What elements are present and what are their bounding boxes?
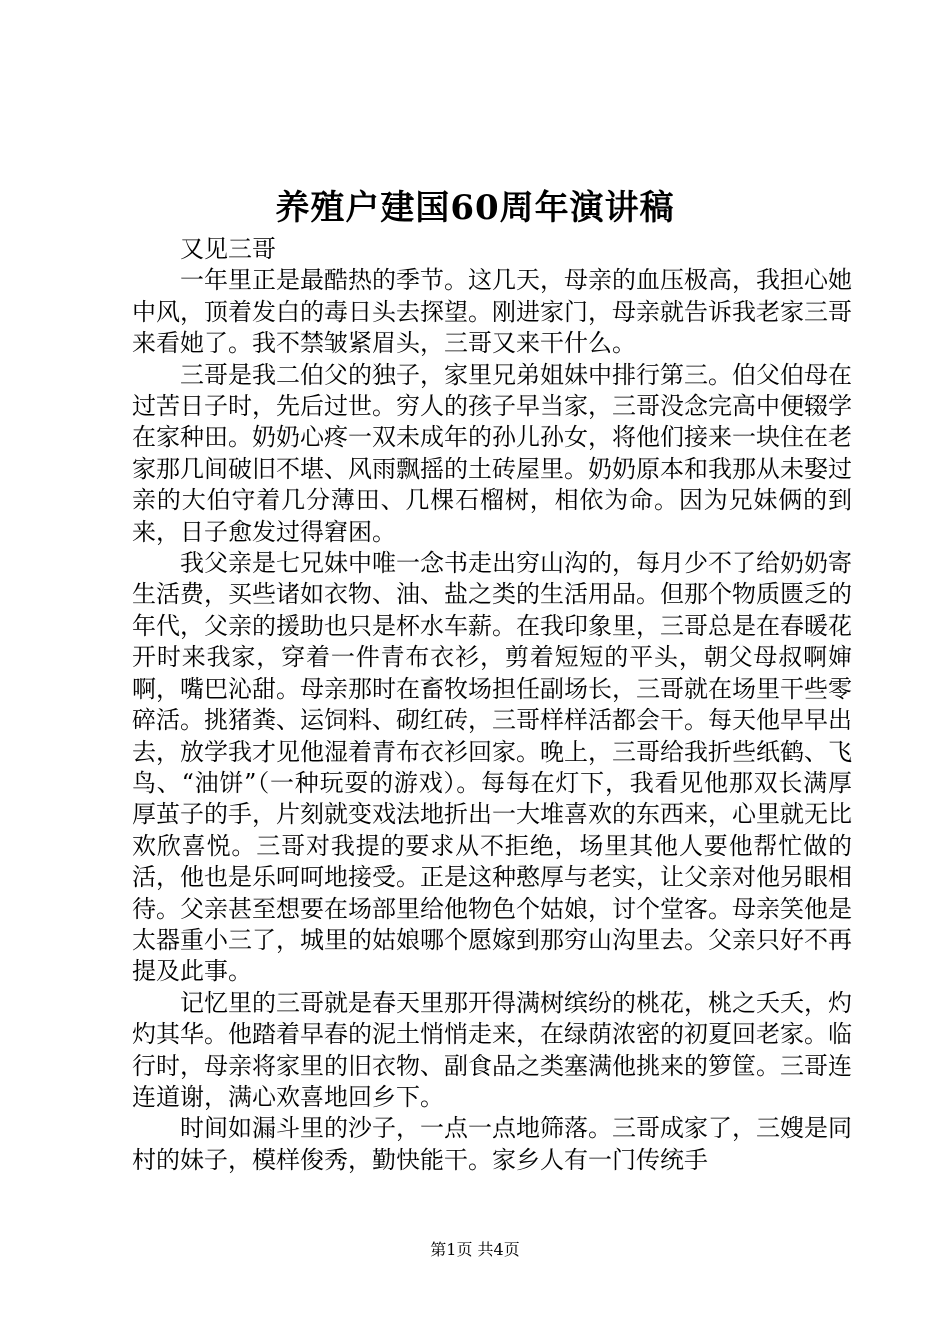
paragraph-2: 三哥是我二伯父的独子，家里兄弟姐妹中排行第三。伯父伯母在过苦日子时，先后过世。穷人的孩子早当家，三哥没念完高中便辍学在家种田。奶奶心疼一双未成年的孙儿孙女，将他们接来一块住在老家那几间破旧不堪、风雨飘摇的土砖屋里。奶奶原本和我那从未娶过亲的大伯守着几分薄田、几棵石榴树，相依为命。因为兄妹俩的到来，日子愈发过得窘困。	[132, 360, 852, 546]
document-body	[132, 234, 852, 1176]
page-footer: 第1页 共4页	[430, 1240, 520, 1259]
paragraph-1: 一年里正是最酷热的季节。这几天，母亲的血压极高，我担心她中风，顶着发白的毒日头去探望。刚进家门，母亲就告诉我老家三哥来看她了。我不禁皱紧眉头，三哥又来干什么。	[132, 266, 852, 358]
paragraph-3: 我父亲是七兄妹中唯一念书走出穷山沟的，每月少不了给奶奶寄生活费，买些诸如衣物、油、盐之类的生活用品。但那个物质匮乏的年代，父亲的援助也只是杯水车薪。在我印象里，三哥总是在春暖花开时来我家，穿着一件青布衣衫，剪着短短的平头，朝父母叔啊婶啊，嘴巴沁甜。母亲那时在畜牧场担任副场长，三哥就在场里干些零碎活。挑猪粪、运饲料、砌红砖，三哥样样活都会干。每天他早早出去，放学我才见他湿着青布衣衫回家。晚上，三哥给我折些纸鹤、飞鸟、“油饼”（一种玩耍的游戏）。每每在灯下，我看见他那双长满厚厚茧子的手，片刻就变戏法地折出一大堆喜欢的东西来，心里就无比欢欣喜悦。三哥对我提的要求从不拒绝，场里其他人要他帮忙做的活，他也是乐呵呵地接受。正是这种憨厚与老实，让父亲对他另眼相待。父亲甚至想要在场部里给他物色个姑娘，讨个堂客。母亲笑他是太器重小三了，城里的姑娘哪个愿嫁到那穷山沟里去。父亲只好不再提及此事。	[132, 549, 852, 986]
paragraph-4: 记忆里的三哥就是春天里那开得满树缤纷的桃花，桃之夭夭，灼灼其华。他踏着早春的泥土悄悄走来，在绿荫浓密的初夏回老家。临行时，母亲将家里的旧衣物、副食品之类塞满他挑来的箩筐。三哥连连道谢，满心欢喜地回乡下。	[132, 988, 852, 1111]
paragraph-5: 时间如漏斗里的沙子，一点一点地筛落。三哥成家了，三嫂是同村的妹子，模样俊秀，勤快能干。家乡人有一门传统手	[132, 1114, 852, 1174]
document-title: 养殖户建国60周年演讲稿	[275, 188, 675, 228]
section-subtitle: 又见三哥	[180, 235, 276, 263]
